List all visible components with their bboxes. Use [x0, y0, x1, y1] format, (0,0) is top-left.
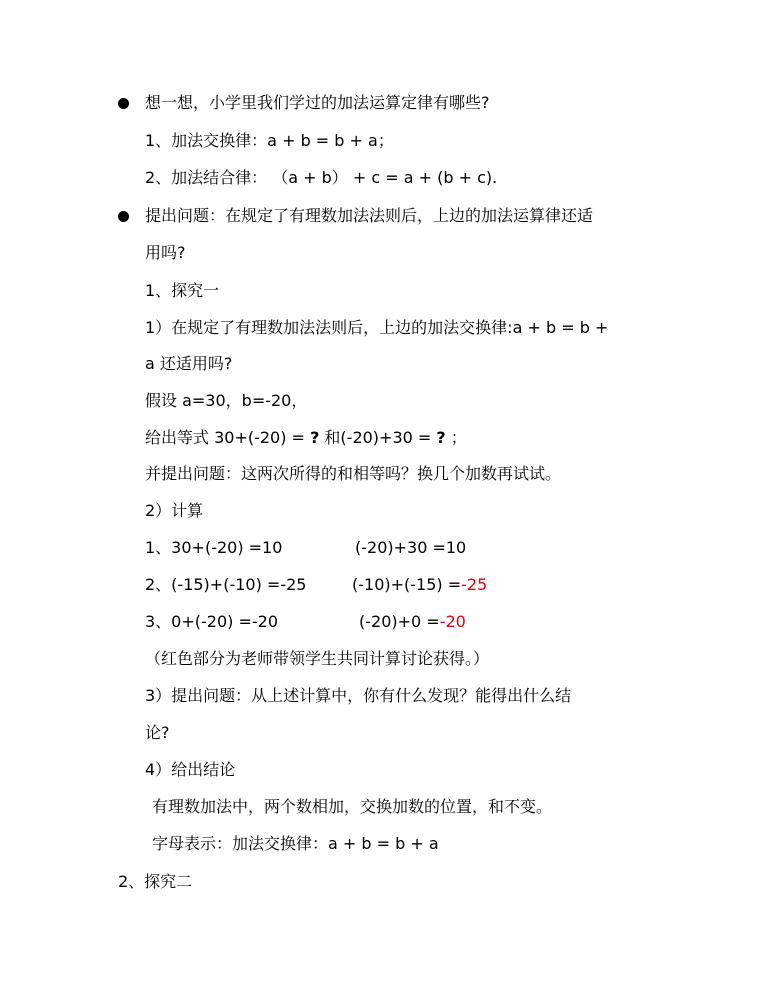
- step3-question-line1: 3）提出问题：从上述计算中，你有什么发现？能得出什么结: [145, 686, 572, 705]
- calc-row-3-left: 3、0+(-20) =-20: [145, 612, 279, 631]
- calc-row-2-right-red: -25: [461, 575, 488, 594]
- calc-row-3-right-red: -20: [439, 612, 466, 631]
- explore-two-heading: 2、探究二: [118, 872, 193, 891]
- calc-row-2-left: 2、(-15)+(-10) =-25: [145, 575, 307, 594]
- given-suffix: ；: [445, 428, 467, 447]
- step1-question-line2: a 还适用吗?: [145, 354, 233, 373]
- given-prefix: 给出等式 30+(-20) =: [145, 428, 311, 447]
- assumption: 假设 a=30，b=-20，: [145, 391, 308, 410]
- calc-row-1-right-text: (-20)+30 =10: [355, 538, 467, 557]
- calc-row-2-right: [352, 574, 487, 596]
- bullet-1: [118, 98, 129, 109]
- raise-question-line2: 用吗?: [145, 243, 186, 262]
- bullet-2: [118, 211, 129, 222]
- given-unknown-2: ?: [436, 428, 446, 447]
- explore-one-heading: 1、探究一: [145, 281, 220, 300]
- calc-row-3-right: [359, 611, 466, 633]
- given-unknown-1: ?: [310, 428, 320, 447]
- step3-question-line2: 论?: [145, 723, 170, 742]
- given-equation: [145, 427, 467, 449]
- associative-law: 2、加法结合律： （a + b） + c = a + (b + c).: [145, 168, 498, 187]
- calc-row-2-right-text: (-10)+(-15) =: [352, 575, 462, 594]
- compare-question: 并提出问题：这两次所得的和相等吗？换几个加数再试试。: [145, 464, 562, 483]
- commutative-law: 1、加法交换律：a + b = b + a；: [145, 131, 394, 150]
- formula-text: 字母表示：加法交换律：a + b = b + a: [152, 834, 439, 853]
- calc-heading: 2）计算: [145, 501, 204, 520]
- conclusion-text: 有理数加法中，两个数相加，交换加数的位置，和不变。: [152, 797, 553, 816]
- calc-row-3-right-text: (-20)+0 =: [359, 612, 440, 631]
- step1-question-line1: 1）在规定了有理数加法法则后，上边的加法交换律:a + b = b +: [145, 318, 609, 337]
- calc-row-1-left: 1、30+(-20) =10: [145, 538, 283, 557]
- conclusion-heading: 4）给出结论: [145, 760, 236, 779]
- raise-question-line1: 提出问题：在规定了有理数加法法则后，上边的加法运算律还适: [145, 206, 594, 225]
- red-note: （红色部分为老师带领学生共同计算讨论获得。）: [145, 649, 490, 668]
- review-question: 想一想，小学里我们学过的加法运算定律有哪些?: [145, 93, 490, 112]
- calc-row-1-right: [355, 537, 466, 559]
- given-mid: 和(-20)+30 =: [319, 428, 437, 447]
